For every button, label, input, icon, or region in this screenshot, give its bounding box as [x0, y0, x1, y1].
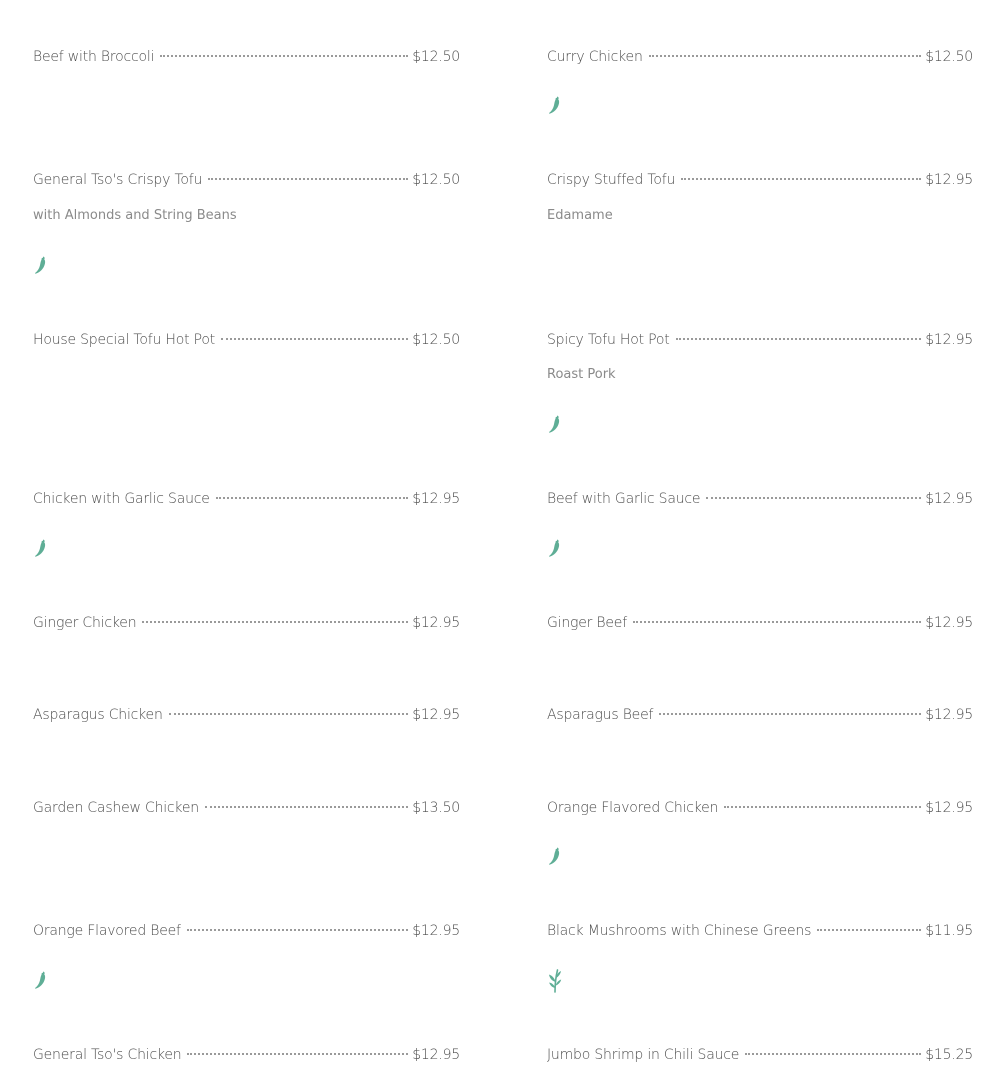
menu-item-row	[547, 615, 973, 637]
menu-item-price: $12.50	[925, 49, 973, 65]
menu-item-row	[547, 332, 973, 354]
dot-leader	[706, 497, 921, 499]
menu-item-price: $12.50	[412, 49, 460, 65]
menu-item-row	[33, 49, 460, 71]
dot-leader	[676, 338, 922, 340]
menu-item-name: Curry Chicken	[547, 49, 643, 65]
menu-item	[33, 172, 460, 223]
dot-leader	[724, 806, 921, 808]
vegetarian-leaf-icon	[547, 967, 563, 993]
menu-item-name: Garden Cashew Chicken	[33, 800, 199, 816]
menu-item	[33, 491, 460, 513]
dot-leader	[221, 338, 408, 340]
menu-item-row	[547, 49, 973, 71]
chili-pepper-icon	[33, 254, 49, 276]
menu-item-name: House Special Tofu Hot Pot	[33, 332, 216, 348]
menu-item-price: $15.25	[925, 1047, 973, 1063]
dot-leader	[649, 55, 922, 57]
dot-leader	[817, 929, 921, 931]
menu-item-price: $12.95	[925, 800, 973, 816]
menu-item-price: $12.95	[412, 707, 460, 723]
menu-item	[547, 49, 973, 71]
dot-leader	[681, 178, 921, 180]
chili-pepper-icon	[547, 413, 563, 435]
menu-item-row	[33, 332, 460, 354]
menu-item-name: Asparagus Beef	[547, 707, 654, 723]
menu-item-row	[547, 491, 973, 513]
menu-item	[547, 800, 973, 822]
menu-item-name: Jumbo Shrimp in Chili Sauce	[547, 1047, 740, 1063]
menu-item	[33, 800, 460, 822]
chili-pepper-icon	[33, 969, 49, 991]
menu-item-price: $11.95	[925, 923, 973, 939]
menu-item-name: Crispy Stuffed Tofu	[547, 172, 676, 188]
menu-item-name: Ginger Beef	[547, 615, 627, 631]
menu-item-price: $12.95	[412, 923, 460, 939]
dot-leader	[160, 55, 408, 57]
menu-item-name: Black Mushrooms with Chinese Greens	[547, 923, 812, 939]
menu-item-description: with Almonds and String Beans	[33, 208, 237, 223]
menu-item-row	[547, 800, 973, 822]
menu-item	[33, 49, 460, 71]
menu-item	[547, 615, 973, 637]
dot-leader	[205, 806, 408, 808]
menu-item-price: $12.95	[412, 615, 460, 631]
chili-pepper-icon	[33, 537, 49, 559]
menu-item-row	[33, 800, 460, 822]
menu-item	[547, 1047, 973, 1069]
dot-leader	[659, 713, 921, 715]
menu-item-price: $12.95	[925, 491, 973, 507]
chili-pepper-icon	[547, 94, 563, 116]
menu-item-row	[547, 172, 973, 194]
menu-item-row	[33, 707, 460, 729]
chili-pepper-icon	[547, 537, 563, 559]
dot-leader	[216, 497, 409, 499]
menu-item	[33, 332, 460, 354]
menu-item-price: $12.95	[925, 615, 973, 631]
menu-item-name: Orange Flavored Beef	[33, 923, 181, 939]
menu-item-row	[33, 491, 460, 513]
menu-item-description: Edamame	[547, 208, 613, 223]
menu-item-name: Ginger Chicken	[33, 615, 137, 631]
menu-item	[33, 1047, 460, 1069]
dot-leader	[169, 713, 409, 715]
dot-leader	[187, 1053, 408, 1055]
menu-item-price: $13.50	[412, 800, 460, 816]
chili-pepper-icon	[547, 845, 563, 867]
menu-item-price: $12.95	[925, 172, 973, 188]
menu-item	[547, 172, 973, 223]
menu-item-price: $12.95	[412, 491, 460, 507]
menu-item-name: Orange Flavored Chicken	[547, 800, 719, 816]
menu-item-price: $12.95	[412, 1047, 460, 1063]
menu-item	[33, 707, 460, 729]
menu-item-row	[547, 707, 973, 729]
dot-leader	[142, 621, 408, 623]
dot-leader	[745, 1053, 921, 1055]
dot-leader	[208, 178, 408, 180]
menu-item	[33, 615, 460, 637]
menu-item-row	[33, 172, 460, 194]
menu-item-name: Chicken with Garlic Sauce	[33, 491, 210, 507]
menu-item-price: $12.95	[925, 707, 973, 723]
menu-item-description: Roast Pork	[547, 367, 616, 382]
menu-item-row	[547, 923, 973, 945]
menu-item-name: Beef with Broccoli	[33, 49, 155, 65]
menu-item-name: General Tso's Chicken	[33, 1047, 182, 1063]
menu-item-name: General Tso's Crispy Tofu	[33, 172, 203, 188]
menu-item-price: $12.50	[412, 332, 460, 348]
menu-item-price: $12.50	[412, 172, 460, 188]
menu-item	[547, 491, 973, 513]
menu-item-row	[33, 1047, 460, 1069]
menu-item	[547, 923, 973, 945]
menu-item-price: $12.95	[925, 332, 973, 348]
dot-leader	[633, 621, 921, 623]
menu-item-row	[33, 615, 460, 637]
menu-item-name: Asparagus Chicken	[33, 707, 163, 723]
dot-leader	[187, 929, 408, 931]
menu-item	[33, 923, 460, 945]
menu-item-row	[547, 1047, 973, 1069]
menu-item-row	[33, 923, 460, 945]
menu-item	[547, 332, 973, 382]
menu-item-name: Beef with Garlic Sauce	[547, 491, 701, 507]
menu-item-name: Spicy Tofu Hot Pot	[547, 332, 670, 348]
menu-item	[547, 707, 973, 729]
